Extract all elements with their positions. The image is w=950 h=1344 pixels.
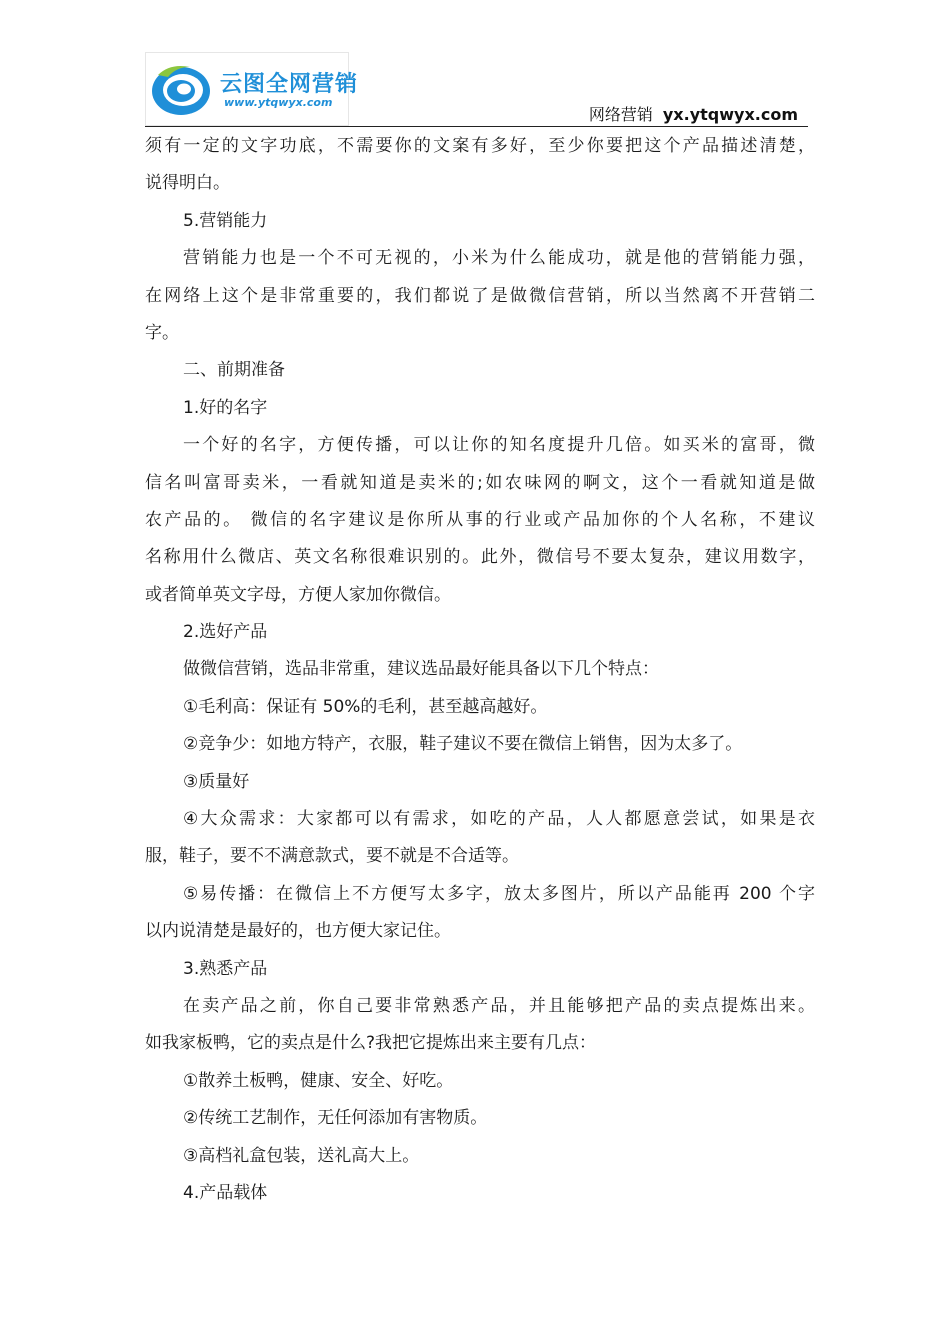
header-label: 网络营销 [588,105,653,124]
text-line: 名称用什么微店、英文名称很难识别的。此外，微信号不要太复杂，建议用数字， [145,547,815,568]
text-line: 或者简单英文字母，方便人家加你微信。 [145,584,451,605]
text-line: 5.营销能力 [183,210,268,231]
text-line: ①毛利高：保证有 50%的毛利，甚至越高越好。 [183,696,548,717]
header-url[interactable]: yx.ytqwyx.com [662,105,798,124]
text-line: 以内说清楚是最好的，也方便大家记住。 [145,921,451,942]
header-divider [145,126,808,127]
logo-url: www.ytqwyx.com [224,96,333,109]
text-line: 二、前期准备 [183,360,285,381]
text-line: 说得明白。 [145,173,230,194]
text-line: 信名叫富哥卖米，一看就知道是卖米的;如农味网的啊文，这个一看就知道是做 [145,472,815,493]
text-line: ⑤易传播：在微信上不方便写太多字，放太多图片，所以产品能再 200 个字 [183,883,815,904]
logo [145,52,359,126]
text-line: ③质量好 [183,771,250,792]
text-line: 3.熟悉产品 [183,958,268,979]
text-line: ④大众需求：大家都可以有需求，如吃的产品，人人都愿意尝试，如果是衣 [183,809,815,830]
text-line: 服，鞋子，要不不满意款式，要不就是不合适等。 [145,846,519,867]
text-line: 在网络上这个是非常重要的，我们都说了是做微信营销，所以当然离不开营销二 [145,285,815,306]
text-line: ①散养土板鸭，健康、安全、好吃。 [183,1070,454,1091]
text-line: ②竞争少：如地方特产，衣服，鞋子建议不要在微信上销售，因为太多了。 [183,734,743,755]
swirl-logo-icon [150,61,212,117]
text-line: 4.产品载体 [183,1182,268,1203]
text-line: 营销能力也是一个不可无视的，小米为什么能成功，就是他的营销能力强， [183,248,815,269]
header-site-label [589,102,798,125]
text-line: 须有一定的文字功底，不需要你的文案有多好，至少你要把这个产品描述清楚， [145,136,815,156]
text-line: 字。 [145,322,179,343]
logo-text: 云图全网营销 [220,72,359,97]
text-line: ②传统工艺制作，无任何添加有害物质。 [183,1108,488,1129]
text-line: 如我家板鸭，它的卖点是什么?我把它提炼出来主要有几点： [145,1033,597,1054]
text-line: ③高档礼盒包装，送礼高大上。 [183,1145,420,1166]
text-line: 一个好的名字，方便传播，可以让你的知名度提升几倍。如买米的富哥，微 [183,435,815,456]
text-line: 农产品的。 微信的名字建议是你所从事的行业或产品加你的个人名称，不建议 [145,509,815,530]
document-body [145,128,815,1212]
text-line: 2.选好产品 [183,622,268,643]
text-line: 1.好的名字 [183,397,268,418]
page-header [145,52,808,127]
text-line: 做微信营销，选品非常重，建议选品最好能具备以下几个特点： [183,659,659,680]
text-line: 在卖产品之前，你自己要非常熟悉产品，并且能够把产品的卖点提炼出来。 [183,995,815,1016]
